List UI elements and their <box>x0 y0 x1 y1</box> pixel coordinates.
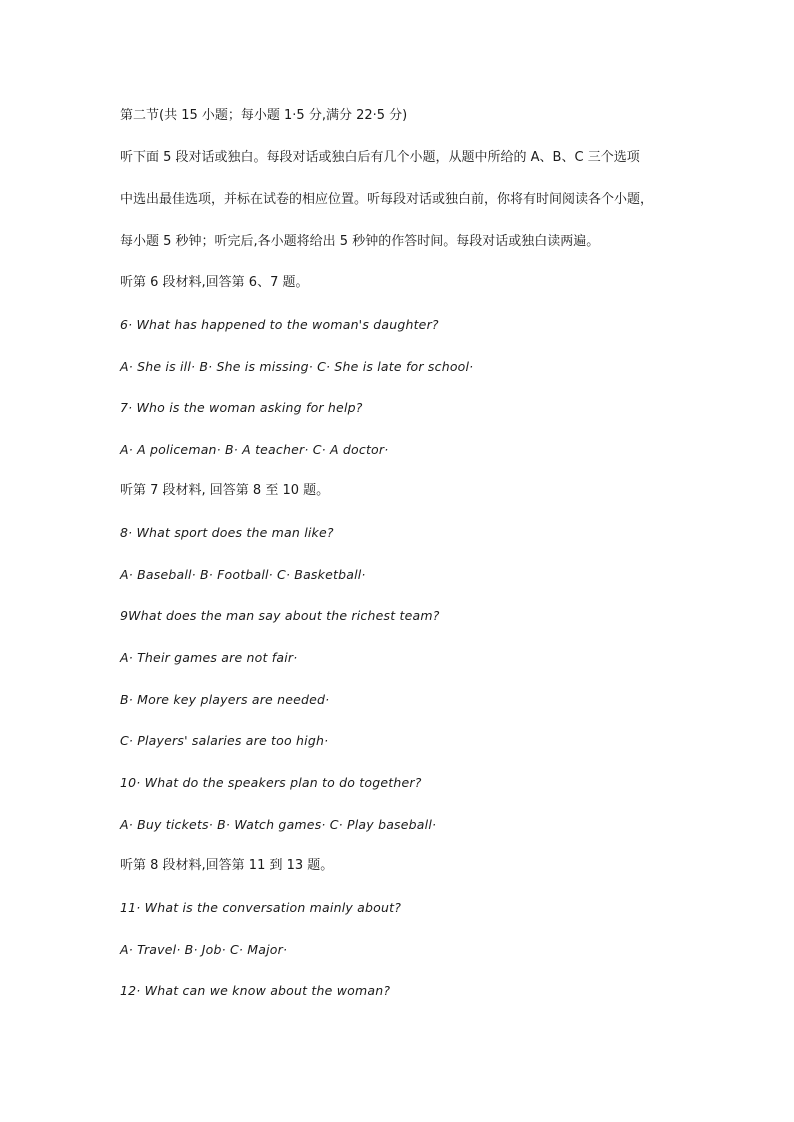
question-7: 7· Who is the woman asking for help? <box>120 400 363 415</box>
question-9-option-b: B· More key players are needed· <box>120 692 330 707</box>
question-6-options: A· She is ill· B· She is missing· C· She is late for school· <box>120 359 474 374</box>
question-12: 12· What can we know about the woman? <box>120 983 391 998</box>
question-9-option-c: C· Players' salaries are too high· <box>120 733 329 748</box>
question-10-options: A· Buy tickets· B· Watch games· C· Play baseball· <box>120 817 437 832</box>
passage-7-heading: 听第 7 段材料, 回答第 8 至 10 题。 <box>120 483 330 498</box>
question-8-options: A· Baseball· B· Football· C· Basketball· <box>120 567 366 582</box>
question-9-option-a: A· Their games are not fair· <box>120 650 298 665</box>
passage-8-heading: 听第 8 段材料,回答第 11 到 13 题。 <box>120 858 334 873</box>
question-11: 11· What is the conversation mainly about? <box>120 900 402 915</box>
instructions-line-1: 听下面 5 段对话或独白。每段对话或独白后有几个小题，从题中所给的 A、B、C 三个选项 <box>120 150 640 165</box>
question-7-options: A· A policeman· B· A teacher· C· A doctor· <box>120 442 389 457</box>
section-heading: 第二节(共 15 小题；每小题 1·5 分,满分 22·5 分) <box>120 108 408 123</box>
instructions-line-2: 中选出最佳选项，并标在试卷的相应位置。听每段对话或独白前，你将有时间阅读各个小题， <box>120 192 654 207</box>
question-11-options: A· Travel· B· Job· C· Major· <box>120 942 288 957</box>
passage-6-heading: 听第 6 段材料,回答第 6、7 题。 <box>120 275 309 290</box>
instructions-line-3: 每小题 5 秒钟；听完后,各小题将给出 5 秒钟的作答时间。每段对话或独白读两遍。 <box>120 234 600 249</box>
question-8: 8· What sport does the man like? <box>120 525 334 540</box>
question-6: 6· What has happened to the woman's daughter? <box>120 317 439 332</box>
question-10: 10· What do the speakers plan to do together? <box>120 775 422 790</box>
question-9: 9What does the man say about the richest team? <box>120 608 440 623</box>
